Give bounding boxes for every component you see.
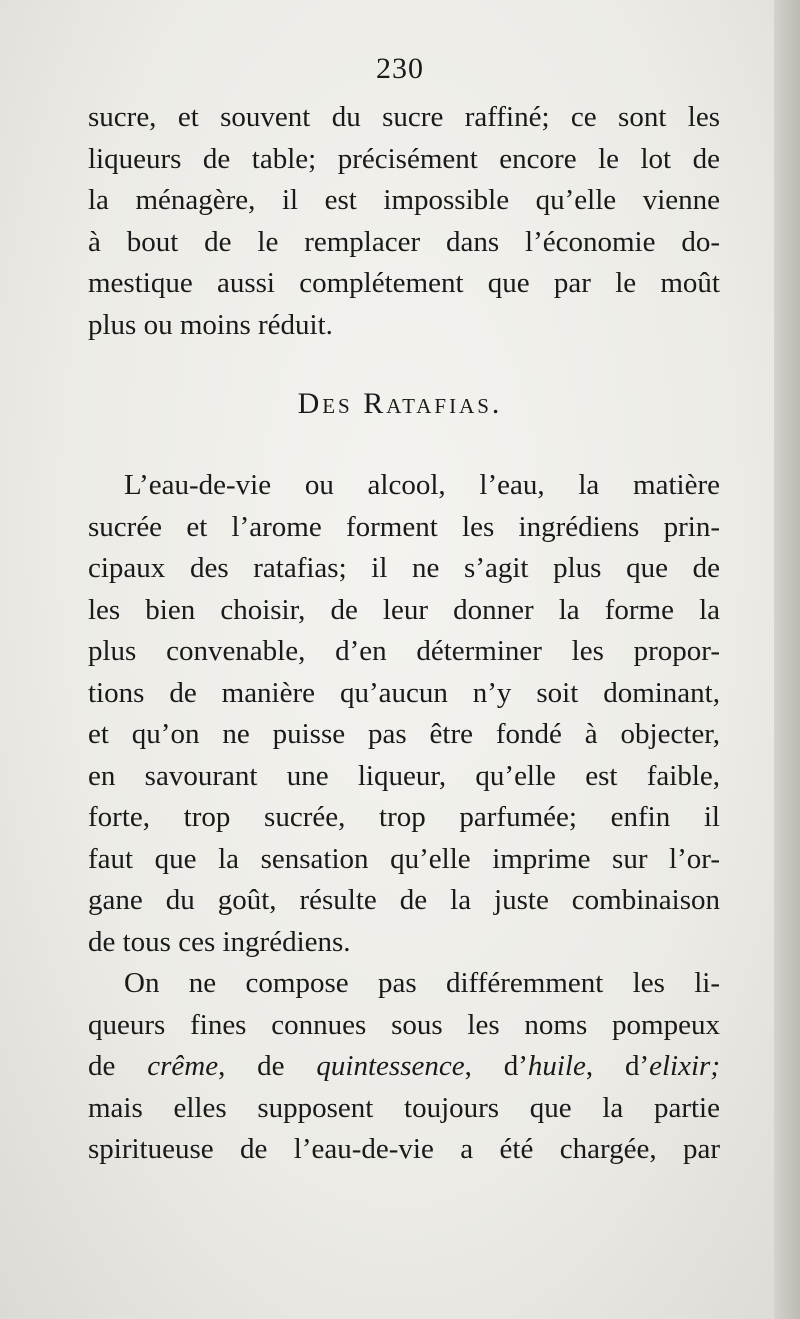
section-heading: Des Ratafias. bbox=[297, 387, 503, 420]
text-line: queurs fines connues sous les noms pompeux bbox=[88, 1008, 720, 1041]
text-line: en savourant une liqueur, qu’elle est faible, bbox=[88, 759, 720, 792]
text-line: plus convenable, d’en déterminer les propor- bbox=[88, 635, 720, 667]
italic-term: huile bbox=[527, 1050, 586, 1082]
text-line: à bout de le remplacer dans l’économie do- bbox=[88, 225, 720, 258]
text-line: plus ou moins réduit. bbox=[88, 308, 333, 341]
text-line: tions de manière qu’aucun n’y soit dominant, bbox=[88, 676, 720, 709]
text-line: sucre, et souvent du sucre raffiné; ce sont les bbox=[88, 101, 720, 133]
text-fragment: , de bbox=[218, 1050, 317, 1082]
text-line: et qu’on ne puisse pas être fondé à objecter, bbox=[88, 718, 720, 750]
paragraph-ratafias-intro bbox=[88, 465, 720, 963]
text-line: sucrée et l’arome forment les ingrédiens prin- bbox=[88, 510, 720, 543]
text-fragment: , d’ bbox=[585, 1050, 650, 1082]
text-line: mestique aussi complétement que par le moût bbox=[88, 267, 720, 299]
text-line: L’eau-de-vie ou alcool, l’eau, la matière bbox=[124, 469, 720, 501]
text-line-with-italics bbox=[88, 1046, 720, 1088]
continuation-paragraph bbox=[88, 97, 720, 346]
text-fragment: , d’ bbox=[464, 1050, 528, 1082]
page-number: 230 bbox=[376, 52, 424, 85]
text-line: les bien choisir, de leur donner la forme la bbox=[88, 593, 720, 626]
italic-term: elixir; bbox=[649, 1050, 720, 1082]
italic-term: crême bbox=[147, 1050, 219, 1082]
italic-term: quintessence bbox=[316, 1050, 465, 1082]
paragraph-liqueurs-fines bbox=[88, 963, 720, 1171]
text-line: gane du goût, résulte de la juste combinaison bbox=[88, 884, 720, 916]
text-line: la ménagère, il est impossible qu’elle vienne bbox=[88, 184, 720, 216]
text-line: spiritueuse de l’eau-de-vie a été chargée, par bbox=[88, 1133, 720, 1165]
text-line: On ne compose pas différemment les li- bbox=[124, 967, 720, 999]
text-line: faut que la sensation qu’elle imprime sur l’or- bbox=[88, 842, 720, 875]
text-line: liqueurs de table; précisément encore le lot de bbox=[88, 142, 720, 175]
page-edge-shadow bbox=[774, 0, 800, 1319]
text-line: forte, trop sucrée, trop parfumée; enfin il bbox=[88, 801, 720, 833]
text-fragment: de bbox=[88, 1050, 148, 1082]
text-line: cipaux des ratafias; il ne s’agit plus que de bbox=[88, 552, 720, 584]
text-line: de tous ces ingrédiens. bbox=[88, 925, 351, 958]
text-line: mais elles supposent toujours que la partie bbox=[88, 1091, 720, 1124]
